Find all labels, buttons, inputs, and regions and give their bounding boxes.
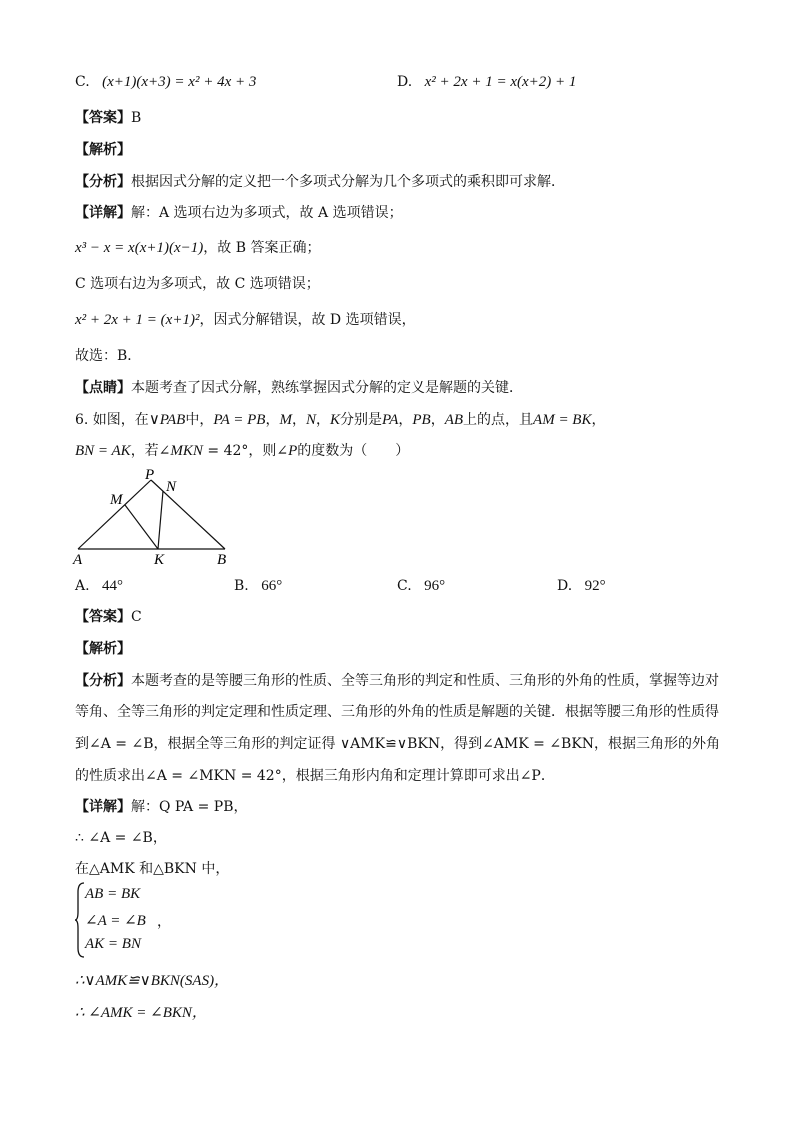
fenxi-text: 的性质求出∠A = ∠MKN = 42°，根据三角形内角和定理计算即可求出∠P． [75, 768, 555, 784]
q5-option-d [397, 72, 576, 92]
condition-2: ∠A = ∠B [85, 913, 146, 929]
stem-text: 分别是 [339, 412, 382, 428]
q6-stem-line1 [75, 410, 605, 430]
q5-fenxi [75, 172, 565, 192]
dianjing-text: 本题考查了因式分解，熟练掌握因式分解的定义是解题的关键． [131, 380, 523, 396]
q5-dianjing [75, 378, 523, 398]
math: ∨PAB [148, 412, 186, 428]
q6-fenxi-line4 [75, 766, 555, 786]
math: M [279, 412, 292, 428]
side-pb [151, 480, 225, 549]
q6-option-a [75, 576, 123, 596]
q6-xiangjie [75, 797, 248, 817]
q5-choice [75, 346, 141, 366]
q6-stem-line2 [75, 441, 409, 461]
fenxi-text: 等角、全等三角形的判定定理和性质定理、三角形的外角的性质是解题的关键．根据等腰三角形的性质得 [75, 704, 719, 720]
condition-3: AK = BN [85, 936, 141, 952]
label-n: N [166, 479, 177, 495]
q5-line-d [75, 310, 416, 330]
fenxi-tag: 【分析】 [75, 673, 131, 689]
q6-step-5 [75, 1003, 207, 1023]
option-letter: C. [75, 74, 90, 90]
option-value: 92° [584, 578, 606, 594]
stem-text: 上的点，且 [463, 412, 534, 428]
q6-step-2 [75, 828, 167, 848]
stem-text: ，若∠ [130, 443, 171, 459]
fenxi-text: 本题考查的是等腰三角形的性质、全等三角形的判定和性质、三角形的外角的性质，掌握等边对 [131, 673, 719, 689]
step-text: ∴∨AMK≌∨BKN(SAS)， [75, 973, 230, 989]
math: P [288, 443, 298, 459]
math: N [305, 412, 316, 428]
math: BN = AK [75, 443, 131, 459]
triangle-figure [70, 466, 240, 570]
label-p: P [145, 467, 155, 483]
label-b: B [217, 552, 227, 568]
congruence-conditions [75, 882, 195, 962]
q6-option-d [557, 576, 606, 596]
q6-option-c [397, 576, 445, 596]
stem-text: ， [398, 412, 413, 428]
math: AM = BK [533, 412, 592, 428]
q6-answer [75, 607, 142, 627]
label-a: A [73, 552, 83, 568]
step-text: ∴ ∠AMK = ∠BKN， [75, 1005, 207, 1021]
formula: x² + 2x + 1 = (x+1)² [75, 312, 200, 328]
q6-step-3 [75, 859, 229, 879]
fenxi-text: 根据因式分解的定义把一个多项式分解为几个多项式的乘积即可求解． [131, 174, 565, 190]
step-text: ∴ ∠A = ∠B， [75, 830, 167, 846]
q5-answer [75, 108, 141, 128]
xiangjie-tag: 【详解】 [75, 799, 131, 815]
math: PA = PB [213, 412, 266, 428]
label-m: M [110, 492, 123, 508]
xiangjie-text: 解：Q PA = PB， [131, 799, 248, 815]
option-letter: A. [75, 578, 90, 594]
fenxi-tag: 【分析】 [75, 174, 131, 190]
analysis-tag: 【解析】 [75, 641, 131, 657]
answer-value: C [131, 609, 142, 625]
math: PB [412, 412, 431, 428]
q6-analysis-heading [75, 639, 131, 659]
fenxi-text: 到∠A = ∠B，根据全等三角形的判定证得 ∨AMK≌∨BKN，得到∠AMK = ∠BKN，根据三角形的外角 [75, 736, 721, 752]
math: PA [381, 412, 399, 428]
answer-value: B [131, 110, 142, 126]
condition-1: AB = BK [85, 886, 141, 902]
segment-nk [158, 491, 163, 549]
q5-line-b [75, 238, 320, 258]
math: AB [444, 412, 464, 428]
option-letter: B. [234, 578, 249, 594]
dianjing-tag: 【点睛】 [75, 380, 131, 396]
formula: (x+1)(x+3) = x² + 4x + 3 [102, 74, 257, 90]
option-letter: D. [557, 578, 573, 594]
choice-text: 故选：B． [75, 348, 142, 364]
stem-text: 中， [185, 412, 214, 428]
q5-analysis-heading [75, 140, 131, 160]
formula: x² + 2x + 1 = x(x+2) + 1 [424, 74, 577, 90]
side-pa [78, 480, 151, 549]
option-letter: D. [397, 74, 413, 90]
analysis-tag: 【解析】 [75, 142, 131, 158]
math: MKN [170, 443, 203, 459]
answer-tag: 【答案】 [75, 110, 131, 126]
stem-text: 6. 如图，在 [75, 412, 149, 428]
line-text: ，因式分解错误，故 D 选项错误， [199, 312, 416, 328]
q6-fenxi-line1 [75, 671, 719, 691]
stem-text: ， [291, 412, 306, 428]
stem-text: ， [430, 412, 445, 428]
stem-text: ， [315, 412, 330, 428]
option-letter: C. [397, 578, 412, 594]
stem-text: ， [265, 412, 280, 428]
label-k: K [154, 552, 165, 568]
q6-option-b [234, 576, 282, 596]
segment-mk [125, 505, 158, 549]
option-value: 66° [261, 578, 283, 594]
xiangjie-text: 解：A 选项右边为多项式，故 A 选项错误； [131, 205, 403, 221]
q6-step-4 [75, 971, 229, 991]
q5-line-c [75, 274, 320, 294]
stem-text: 的度数为（ ） [297, 443, 410, 459]
line-text: ，故 B 答案正确； [203, 240, 321, 256]
option-value: 44° [102, 578, 124, 594]
answer-tag: 【答案】 [75, 609, 131, 625]
q6-fenxi-line2 [75, 702, 719, 722]
step-text: 在△AMK 和△BKN 中， [75, 861, 230, 877]
q6-fenxi-line3 [75, 734, 720, 754]
stem-text: ， [591, 412, 606, 428]
stem-text: = 42°，则∠ [202, 443, 289, 459]
option-value: 96° [424, 578, 446, 594]
formula: x³ − x = x(x+1)(x−1) [75, 240, 204, 256]
math: K [329, 412, 340, 428]
xiangjie-tag: 【详解】 [75, 205, 131, 221]
left-brace-icon [75, 882, 85, 958]
q5-xiangjie [75, 203, 403, 223]
q5-option-c [75, 72, 256, 92]
brace-comma: ， [157, 914, 171, 930]
line-text: C 选项右边为多项式，故 C 选项错误； [75, 276, 320, 292]
